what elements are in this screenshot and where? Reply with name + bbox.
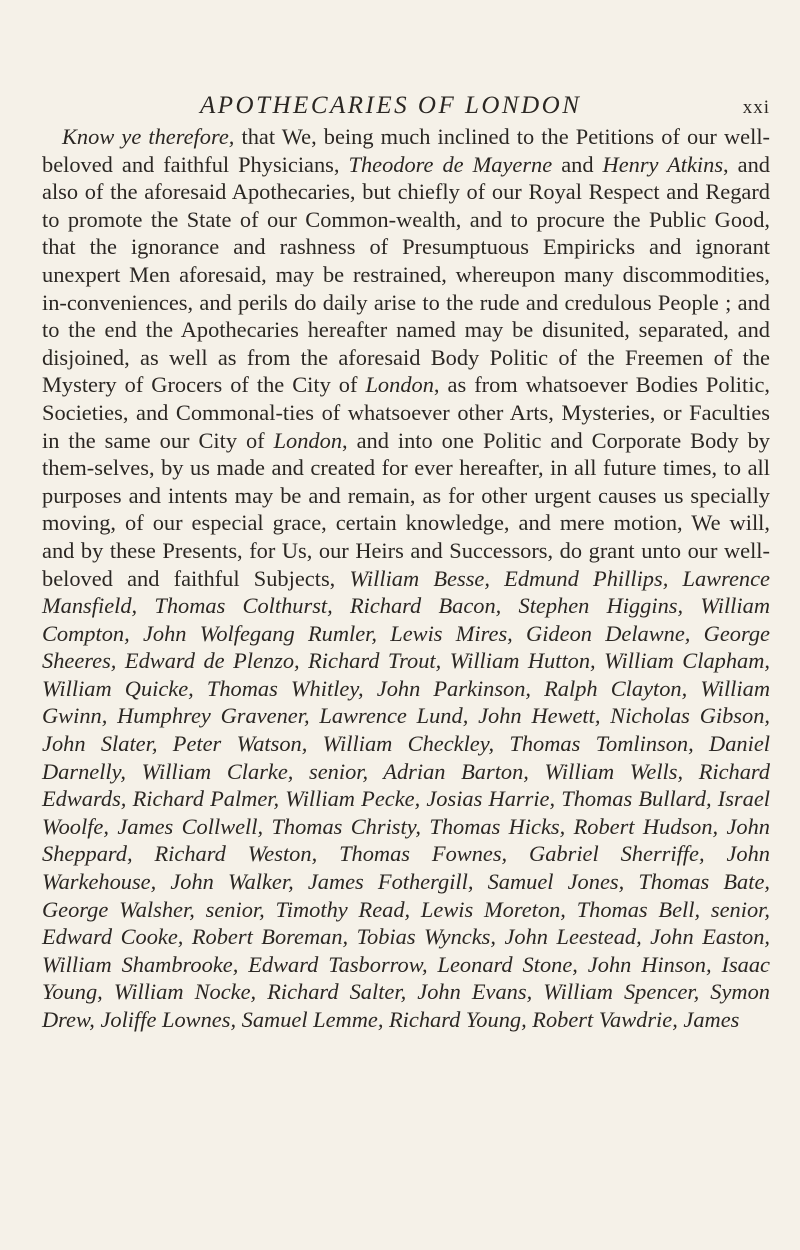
running-head-title: APOTHECARIES OF LONDON	[200, 92, 582, 119]
text-run: that We, being much inclined to the Petitions of our well-beloved and faithful Physicians,	[42, 124, 771, 177]
paragraph	[42, 123, 770, 1034]
text-run: , and also of the aforesaid Apothecaries, but chiefly of our Royal Respect and Regard to promote the State of our Common-wealth, and to procure the Public Good, that the ignorance and rashness of Presumptuous Empiricks and ignorant unexpert Men aforesaid, may be restrained, whereupon many discommodities, in-conveniences, and perils do daily arise to the rude and credulous People ; and to the end the Apothecaries hereafter named may be disunited, separated, and disjoined, as well as from the aforesaid Body Politic of the Freemen of the Mystery of Grocers of the City of	[42, 151, 770, 398]
text-run: and	[552, 151, 603, 177]
italic-run: Know ye therefore,	[62, 124, 235, 149]
italic-run: William Besse, Edmund Phillips, Lawrence Mansfield, Thomas Colthurst, Richard Bacon, Stephen Higgins, William Compton, John Wolfegang Rumler, Lewis Mires, Gideon Delawne, George Sheeres, Edward de Plenzo, Richard Trout, William Hutton, William Clapham, William Quicke, Thomas Whitley, John Parkinson, Ralph Clayton, William Gwinn, Humphrey Gravener, Lawrence Lund, John Hewett, Nicholas Gibson, John Slater, Peter Watson, William Checkley, Thomas Tomlinson, Daniel Darnelly, William Clarke, senior, Adrian Barton, William Wells, Richard Edwards, Richard Palmer, William Pecke, Josias Harrie, Thomas Bullard, Israel Woolfe, James Collwell, Thomas Christy, Thomas Hicks, Robert Hudson, John Sheppard, Richard Weston, Thomas Fownes, Gabriel Sherriffe, John Warkehouse, John Walker, James Fothergill, Samuel Jones, Thomas Bate, George Walsher, senior, Timothy Read, Lewis Moreton, Thomas Bell, senior, Edward Cooke, Robert Boreman, Tobias Wyncks, John Leestead, John Easton, William Shambrooke, Edward Tasborrow, Leonard Stone, John Hinson, Isaac Young, William Nocke, Richard Salter, John Evans, William Spencer, Symon Drew, Joliffe Lownes, Samuel Lemme, Richard Young, Robert Vawdrie, James	[42, 565, 770, 1032]
italic-run: Theodore de Mayerne	[348, 151, 553, 177]
page-number: xxi	[742, 97, 770, 118]
charter-text	[42, 123, 770, 1034]
text-run: , as from whatsoever Bodies Politic, Societies, and Commonal-ties of whatsoever other Arts, Mysteries, or Faculties in the same our City of	[42, 372, 770, 453]
italic-run: Henry Atkins	[602, 151, 724, 177]
italic-run: London	[273, 427, 343, 453]
text-run: , and into one Politic and Corporate Body by them-selves, by us made and created for ever hereafter, in all future times, to all purposes and intents may be and remain, as for other urgent causes us specially moving, of our especial grace, certain knowledge, and mere motion, We will, and by these Presents, for Us, our Heirs and Successors, do grant unto our well-beloved and faithful Subjects,	[42, 427, 771, 591]
italic-run: London	[365, 372, 434, 398]
